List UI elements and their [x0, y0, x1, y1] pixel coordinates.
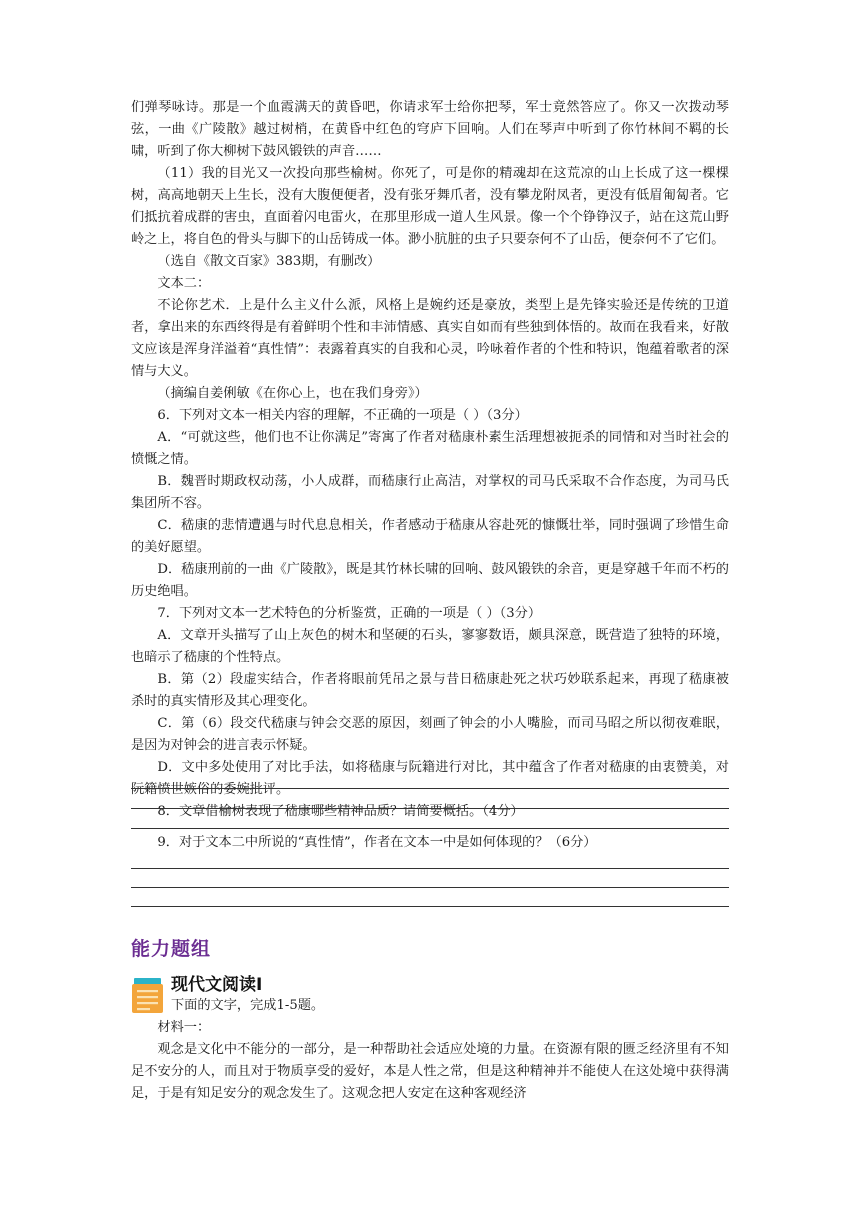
question-8-stem: 8．文章借榆树表现了嵇康哪些精神品质？请简要概括。（4分） — [157, 804, 524, 819]
source-text2: （摘编自姜俐敏《在你心上，也在我们身旁》） — [157, 386, 428, 401]
answer-line[interactable] — [131, 808, 729, 809]
material-body: 观念是文化中不能分的一部分，是一种帮助社会适应处境的力量。在资源有限的匮乏经济里有不知足不安分的人，而且对于物质享受的爱好，本是人性之常，但是这种精神并不能使人在这处境中获得满足，于是有知足安分的观念发生了。这观念把人安定在这种客观经济 — [131, 1042, 729, 1101]
question-6-stem: 6．下列对文本一相关内容的理解，不正确的一项是（ ）（3分） — [157, 408, 528, 423]
question-9-stem: 9．对于文本二中所说的“真性情”，作者在文本一中是如何体现的？（6分） — [157, 835, 597, 850]
notebook-icon — [131, 978, 164, 1014]
section-heading: 能力题组 — [131, 938, 212, 960]
material-block — [131, 1017, 729, 1105]
question-6-option-a: A．“可就这些，他们也不让你满足”寄寓了作者对嵇康朴素生活理想被扼杀的同情和对当时社会的愤慨之情。 — [131, 430, 729, 467]
section-intro-block — [171, 995, 729, 1017]
answer-line[interactable] — [131, 868, 729, 869]
answer-line[interactable] — [131, 906, 729, 907]
passage-top — [131, 97, 729, 823]
question-6-option-d: D．嵇康刑前的一曲《广陵散》，既是其竹林长啸的回响、鼓风锻铁的余音，更是穿越千年而不朽的历史绝唱。 — [131, 562, 729, 599]
paragraph-10-end: 们弹琴咏诗。那是一个血霞满天的黄昏吧，你请求军士给你把琴，军士竟然答应了。你又一次拨动琴弦，一曲《广陵散》越过树梢，在黄昏中红色的穹庐下回响。人们在琴声中听到了你竹林间不羁的长啸，听到了你大柳树下鼓风锻铁的声音…… — [131, 100, 729, 159]
answer-line[interactable] — [131, 828, 729, 829]
material-label: 材料一： — [157, 1020, 211, 1035]
text2-label: 文本二： — [157, 276, 211, 291]
instruction-text: 下面的文字，完成1-5题。 — [171, 998, 325, 1013]
question-7-option-d: D．文中多处使用了对比手法，如将嵇康与阮籍进行对比，其中蕴含了作者对嵇康的由衷赞美，对阮籍愤世嫉俗的委婉批评。 — [131, 760, 729, 797]
answer-line[interactable] — [131, 788, 729, 789]
question-9-block — [131, 832, 729, 854]
question-7-option-a: A．文章开头描写了山上灰色的树木和坚硬的石头，寥寥数语，颇具深意，既营造了独特的环境，也暗示了嵇康的个性特点。 — [131, 628, 729, 665]
text2-body: 不论你艺术．上是什么主义什么派，风格上是婉约还是豪放，类型上是先锋实验还是传统的卫道者，拿出来的东西终得是有着鲜明个性和丰沛情感、真实自如而有些独到体悟的。故而在我看来，好散文应该是浑身洋溢着“真性情”：表露着真实的自我和心灵，吟咏着作者的个性和特识，饱蕴着歌者的深情与大义。 — [131, 298, 729, 379]
question-6-option-c: C．嵇康的悲情遭遇与时代息息相关，作者感动于嵇康从容赴死的慷慨壮举，同时强调了珍惜生命的美好愿望。 — [131, 518, 729, 555]
answer-line[interactable] — [131, 887, 729, 888]
paragraph-11: （11）我的目光又一次投向那些榆树。你死了，可是你的精魂却在这荒凉的山上长成了这一棵棵树，高高地朝天上生长，没有大腹便便者，没有张牙舞爪者，没有攀龙附凤者，更没有低眉匍匐者。它们抵抗着成群的害虫，直面着闪电雷火，在那里形成一道人生风景。像一个个铮铮汉子，站在这荒山野岭之上，将自色的骨头与脚下的山岳铸成一体。渺小肮脏的虫子只要奈何不了山岳，便奈何不了它们。 — [131, 166, 729, 247]
question-7-stem: 7．下列对文本一艺术特色的分析鉴赏，正确的一项是（ ）（3分） — [157, 606, 542, 621]
source-text1: （选自《散文百家》383期，有删改） — [157, 254, 381, 269]
subsection-title: 现代文阅读Ⅰ — [171, 975, 263, 995]
question-7-option-b: B．第（2）段虚实结合，作者将眼前凭吊之景与昔日嵇康赴死之状巧妙联系起来，再现了嵇康被杀时的真实情形及其心理变化。 — [131, 672, 729, 709]
question-7-option-c: C．第（6）段交代嵇康与钟会交恶的原因，刻画了钟会的小人嘴脸，而司马昭之所以彻夜难眠，是因为对钟会的进言表示怀疑。 — [131, 716, 729, 753]
question-6-option-b: B．魏晋时期政权动荡，小人成群，而嵇康行止高洁，对掌权的司马氏采取不合作态度，为司马氏集团所不容。 — [131, 474, 729, 511]
